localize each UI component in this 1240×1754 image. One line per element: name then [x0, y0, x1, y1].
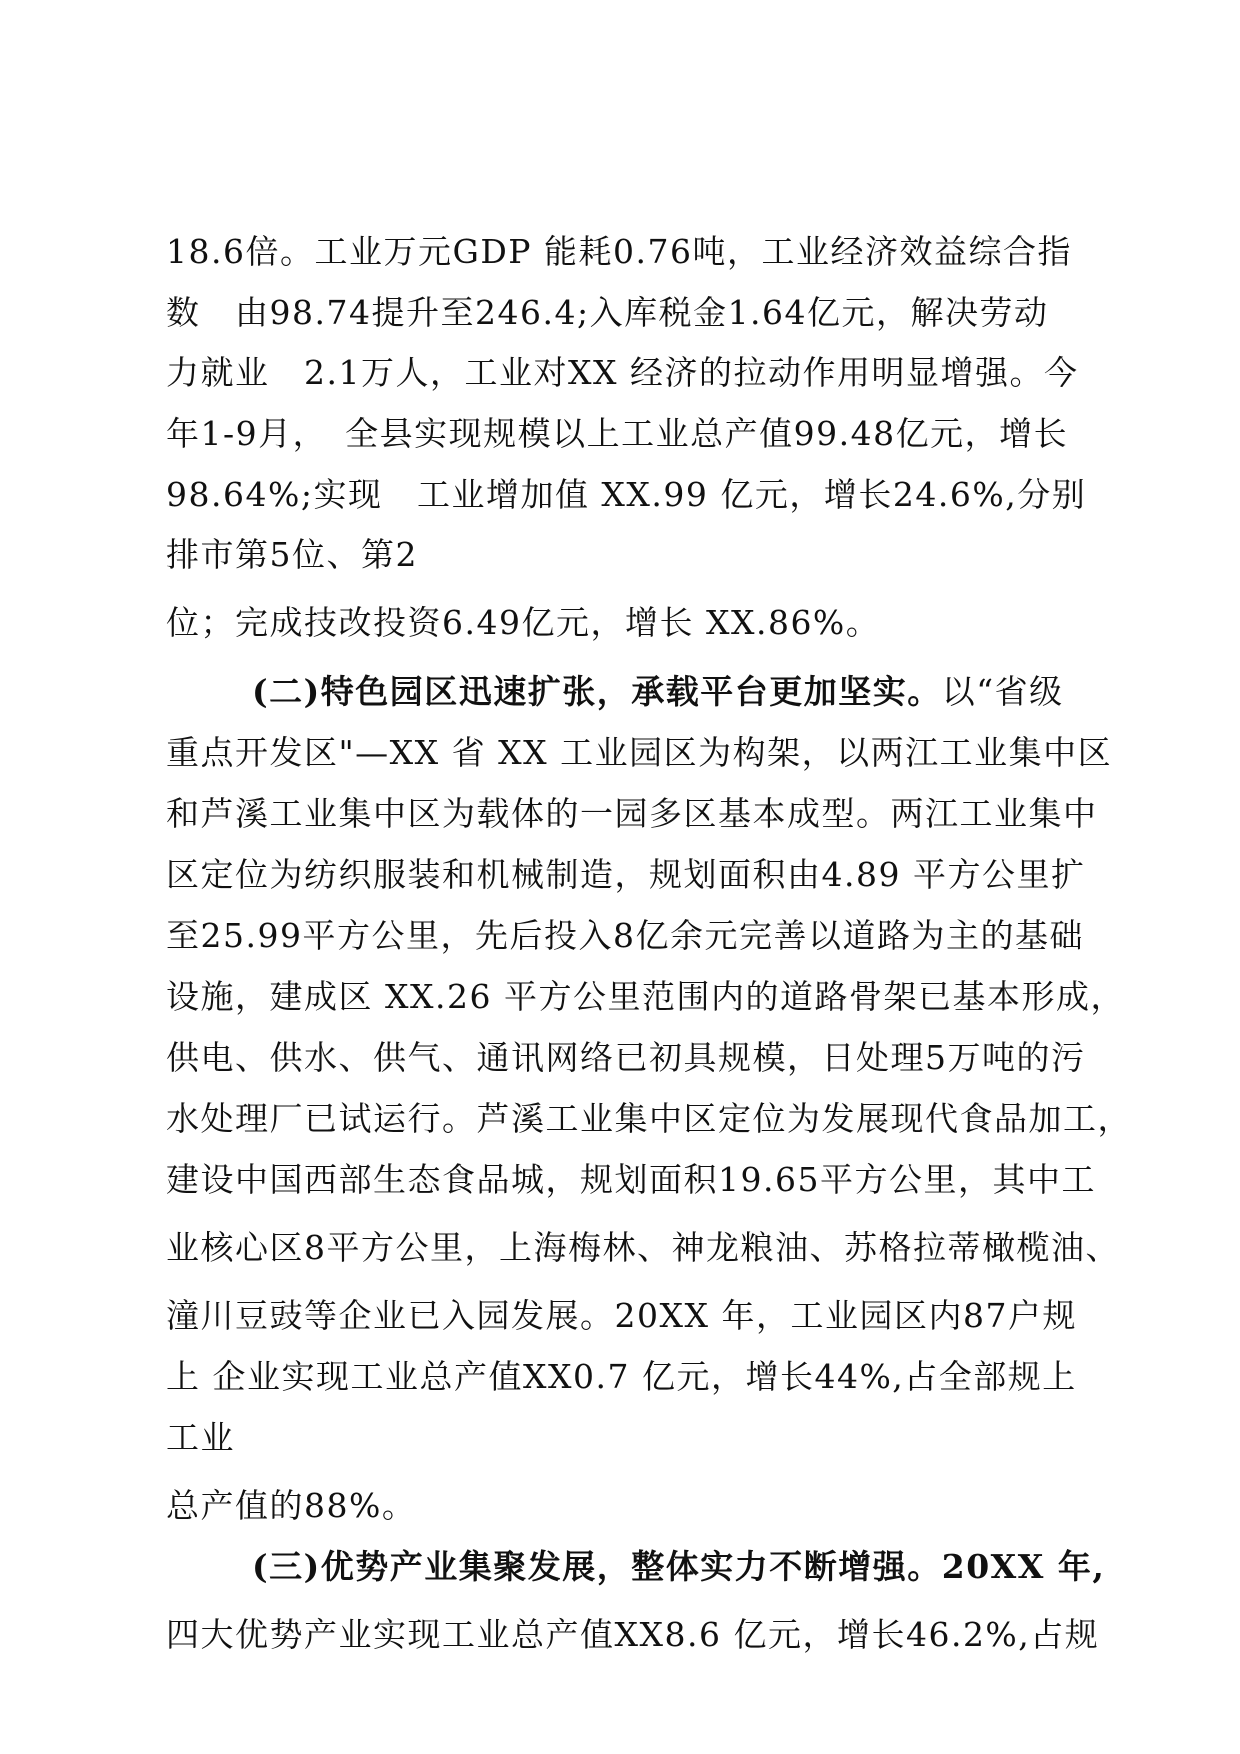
paragraph-line: 设施，建成区 XX.26 平方公里范围内的道路骨架已基本形成，: [166, 977, 1125, 1016]
paragraph-line: 业核心区8平方公里，上海梅林、神龙粮油、苏格拉蒂橄榄油、: [166, 1228, 1120, 1267]
paragraph-line: 数 由98.74提升至246.4;入库税金1.64亿元，解决劳动: [166, 293, 1049, 332]
section-heading: (二)特色园区迅速扩张，承载平台更加坚实。: [252, 672, 942, 711]
paragraph-line: 区定位为纺织服装和机械制造，规划面积由4.89 平方公里扩: [166, 855, 1086, 894]
paragraph-line: 建设中国西部生态食品城，规划面积19.65平方公里，其中工: [166, 1160, 1096, 1199]
section-heading-line: [252, 670, 1064, 714]
paragraph-line: 工业: [166, 1418, 235, 1457]
paragraph-line: 四大优势产业实现工业总产值XX8.6 亿元，增长46.2%,占规: [166, 1615, 1100, 1654]
paragraph-line: 98.64%;实现 工业增加值 XX.99 亿元，增长24.6%,分别: [166, 475, 1087, 514]
paragraph-line: 重点开发区"—XX 省 XX 工业园区为构架，以两江工业集中区: [166, 733, 1113, 772]
paragraph-line: 至25.99平方公里，先后投入8亿余元完善以道路为主的基础: [166, 916, 1084, 955]
paragraph-line-start: 以“省级: [941, 672, 1064, 711]
paragraph-line: 水处理厂已试运行。芦溪工业集中区定位为发展现代食品加工，: [166, 1099, 1132, 1138]
paragraph-line: 排市第5位、第2: [166, 535, 418, 574]
paragraph-line: 18.6倍。工业万元GDP 能耗0.76吨，工业经济效益综合指: [166, 232, 1072, 271]
paragraph-line: 年1-9月， 全县实现规模以上工业总产值99.48亿元，增长: [166, 414, 1069, 453]
paragraph-line: 力就业 2.1万人，工业对XX 经济的拉动作用明显增强。今: [166, 353, 1079, 392]
paragraph-line: 位；完成技改投资6.49亿元，增长 XX.86%。: [166, 603, 881, 642]
paragraph-line: 上 企业实现工业总产值XX0.7 亿元，增长44%,占全部规上: [166, 1357, 1077, 1396]
paragraph-line: 潼川豆豉等企业已入园发展。20XX 年，工业园区内87户规: [166, 1296, 1077, 1335]
paragraph-line: 和芦溪工业集中区为载体的一园多区基本成型。两江工业集中: [166, 794, 1098, 833]
paragraph-line: 总产值的88%。: [166, 1486, 417, 1525]
section-heading: (三)优势产业集聚发展，整体实力不断增强。20XX 年,: [252, 1547, 1106, 1586]
paragraph-line: 供电、供水、供气、通讯网络已初具规模，日处理5万吨的污: [166, 1038, 1086, 1077]
